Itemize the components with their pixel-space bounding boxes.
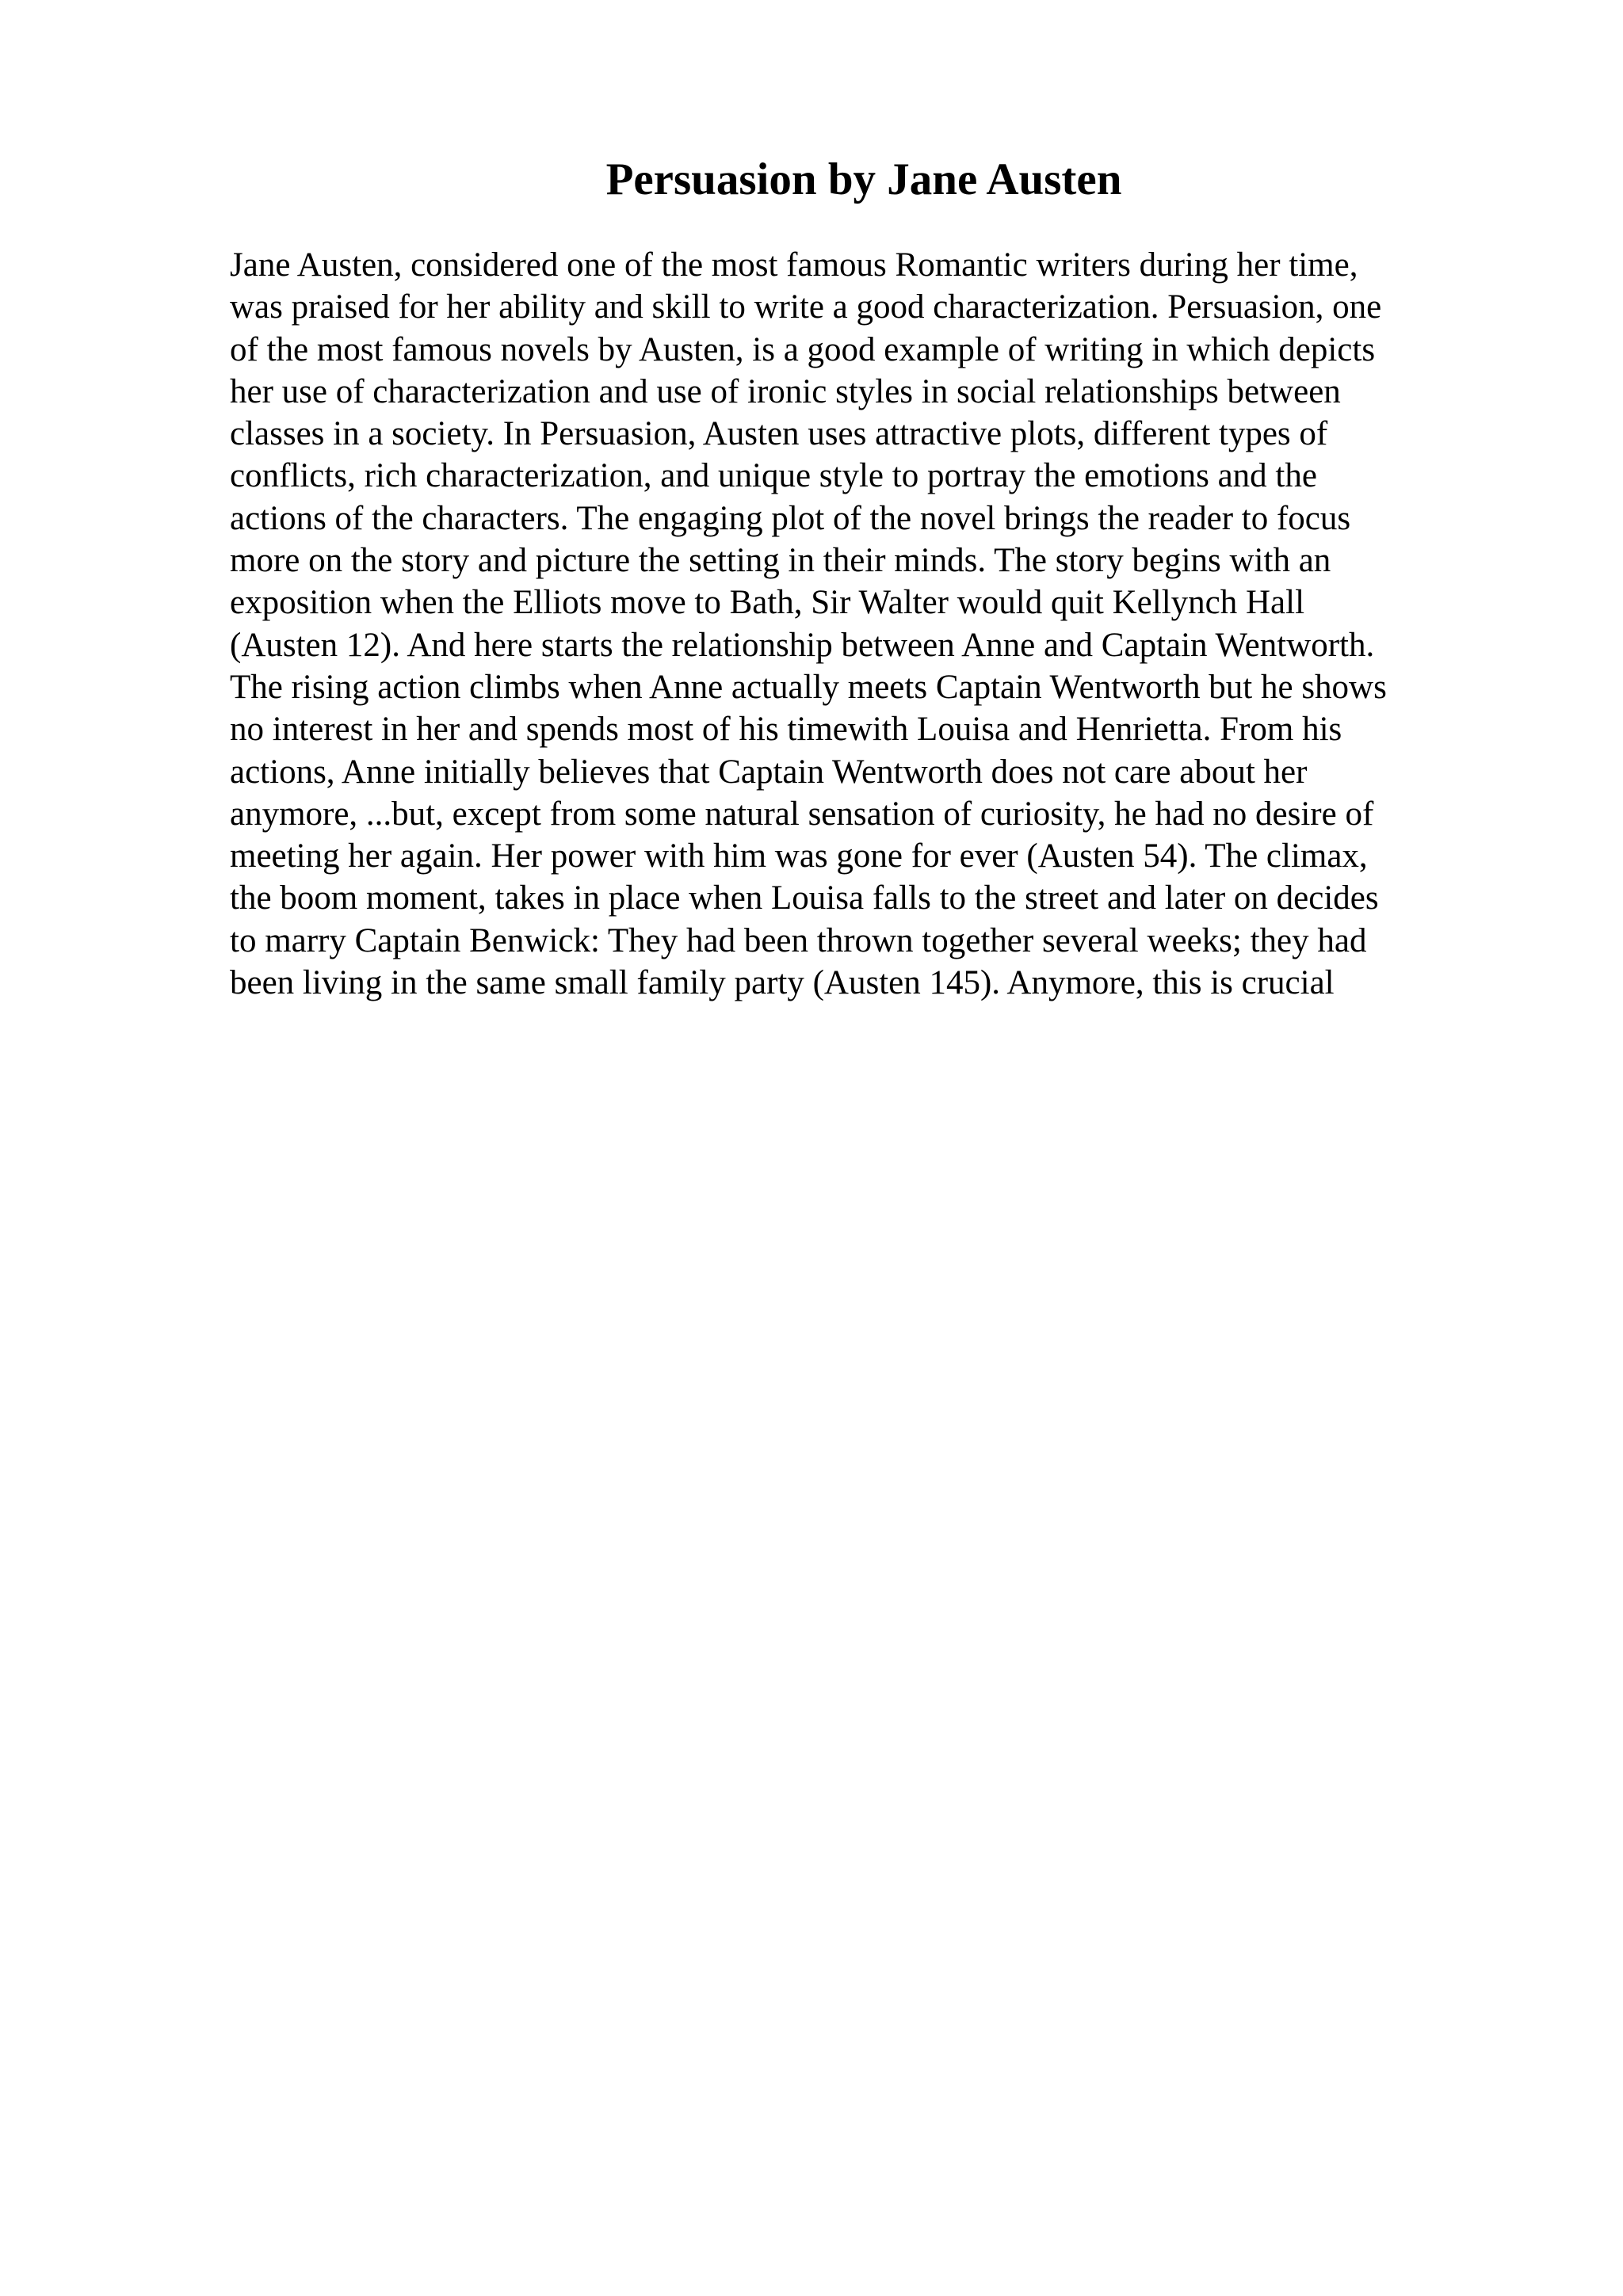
text-line: conflicts, rich characterization, and unique style to portray the emotions and the	[230, 457, 1317, 495]
text-line: to marry Captain Benwick: They had been thrown together several weeks; they had	[230, 921, 1367, 959]
text-line: actions, Anne initially believes that Captain Wentworth does not care about her	[230, 753, 1308, 791]
text-line: no interest in her and spends most of his timewith Louisa and Henrietta. From his	[230, 711, 1342, 749]
text-line: actions of the characters. The engaging plot of the novel brings the reader to focus	[230, 499, 1351, 537]
text-line: The rising action climbs when Anne actually meets Captain Wentworth but he shows	[230, 668, 1387, 706]
document-title: Persuasion by Jane Austen	[605, 154, 1122, 204]
text-line: the boom moment, takes in place when Louisa falls to the street and later on decides	[230, 879, 1379, 917]
text-line: Jane Austen, considered one of the most famous Romantic writers during her time,	[230, 246, 1358, 284]
text-line: (Austen 12). And here starts the relationship between Anne and Captain Wentworth.	[230, 626, 1375, 664]
text-line: more on the story and picture the setting in their minds. The story begins with an	[230, 542, 1331, 580]
text-line: meeting her again. Her power with him was gone for ever (Austen 54). The climax,	[230, 837, 1368, 875]
body-paragraph	[230, 244, 1529, 1004]
text-line: exposition when the Elliots move to Bath, Sir Walter would quit Kellynch Hall	[230, 584, 1305, 622]
text-line: of the most famous novels by Austen, is a good example of writing in which depicts	[230, 330, 1376, 368]
text-line: anymore, ...but, except from some natural sensation of curiosity, he had no desire of	[230, 795, 1374, 833]
text-line: classes in a society. In Persuasion, Austen uses attractive plots, different types of	[230, 415, 1328, 453]
text-line: was praised for her ability and skill to write a good characterization. Persuasion, one	[230, 288, 1382, 326]
text-line: her use of characterization and use of ironic styles in social relationships between	[230, 372, 1341, 410]
text-line: been living in the same small family party (Austen 145). Anymore, this is crucial	[230, 964, 1335, 1002]
